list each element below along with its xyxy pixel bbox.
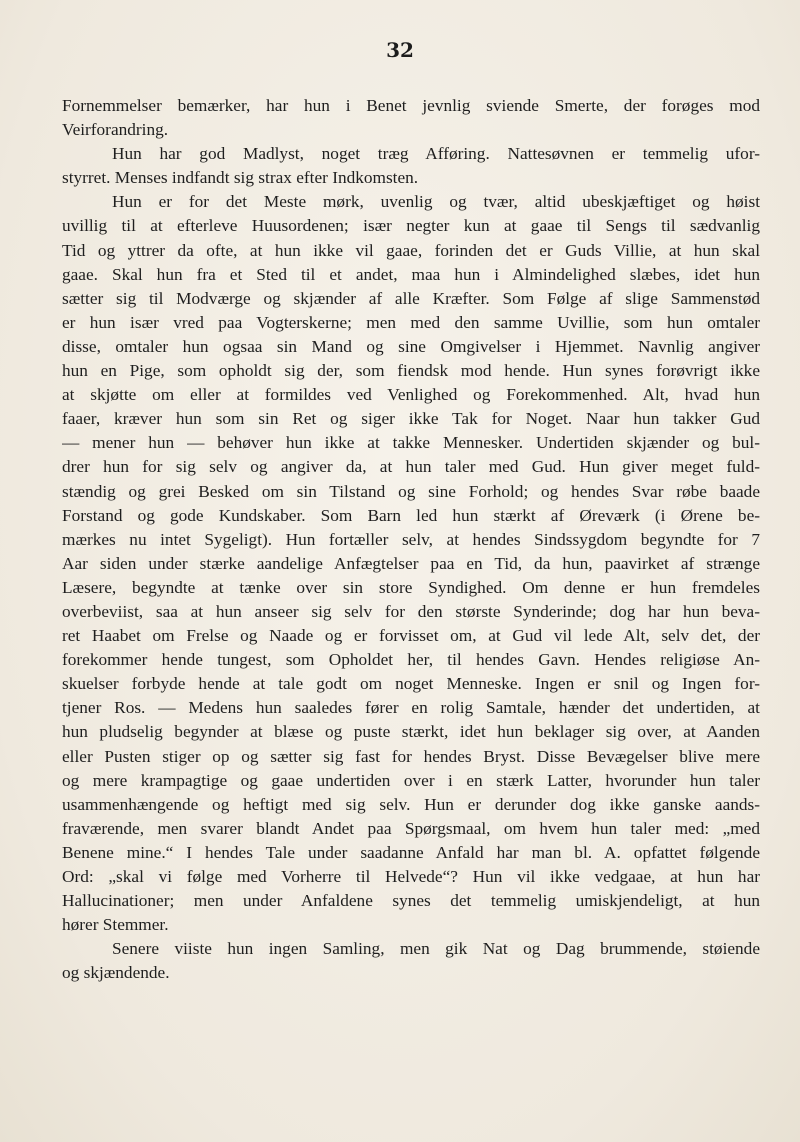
- text-line: eller Pusten stiger op og sætter sig fast for hendes Bryst. Disse Bevægelser blive mere: [62, 746, 760, 766]
- text-line: Hun er for det Meste mørk, uvenlig og tvær, altid ubeskjæftiget og høist: [112, 192, 760, 212]
- text-line: og mere krampagtige og gaae undertiden over i en stærk Latter, hvorunder hun taler: [62, 770, 760, 790]
- text-line: Veirforandring.: [62, 120, 169, 140]
- text-line: Hun har god Madlyst, noget træg Afføring. Nattesøvnen er temmelig ufor-: [112, 144, 760, 164]
- paragraph: [62, 94, 760, 142]
- text-line: disse, omtaler hun ogsaa sin Mand og sine Omgivelser i Hjemmet. Navnlig angiver: [62, 336, 760, 356]
- text-line: overbeviist, saa at hun anseer sig selv for den største Synderinde; dog har hun beva-: [62, 601, 760, 621]
- text-line: — mener hun — behøver hun ikke at takke Mennesker. Undertiden skjænder og bul-: [62, 433, 760, 453]
- text-line: tjener Ros. — Medens hun saaledes fører en rolig Samtale, hænder det undertiden, at: [62, 698, 760, 718]
- text-line: forekommer hende tungest, som Opholdet her, til hendes Gavn. Hendes religiøse An-: [62, 650, 760, 670]
- text-line: Aar siden under stærke aandelige Anfægtelser paa en Tid, da hun, paavirket af strænge: [62, 553, 760, 573]
- text-line: hun pludselig begynder at blæse og puste stærkt, idet hun beklager sig over, at Aanden: [62, 722, 760, 742]
- text-line: drer hun for sig selv og angiver da, at hun taler med Gud. Hun giver meget fuld-: [62, 457, 760, 477]
- text-line: Senere viiste hun ingen Samling, men gik Nat og Dag brummende, støiende: [112, 939, 760, 959]
- text-line: usammenhængende og heftigt med sig selv. Hun er derunder dog ikke ganske aands-: [62, 794, 760, 814]
- text-line: hører Stemmer.: [62, 915, 169, 935]
- paragraph: [62, 937, 760, 985]
- text-line: hun en Pige, som opholdt sig der, som fiendsk mod hende. Hun synes forøvrigt ikke: [62, 361, 760, 381]
- text-line: er hun især vred paa Vogterskerne; men med den samme Uvillie, som hun omtaler: [62, 312, 760, 332]
- text-line: uvillig til at efterleve Huusordenen; især negter kun at gaae til Sengs til sædvanlig: [62, 216, 760, 236]
- text-line: styrret. Menses indfandt sig strax efter Indkomsten.: [62, 168, 419, 188]
- text-line: sætter sig til Modværge og skjænder af alle Kræfter. Som Følge af slige Sammenstød: [62, 288, 760, 308]
- paragraph: [62, 142, 760, 190]
- text-line: Fornemmelser bemærker, har hun i Benet jevnlig sviende Smerte, der forøges mod: [62, 96, 760, 115]
- text-line: Hallucinationer; men under Anfaldene synes det temmelig umiskjendeligt, at hun: [62, 891, 760, 911]
- text-line: Tid og yttrer da ofte, at hun ikke vil gaae, forinden det er Guds Villie, at hun skal: [62, 240, 760, 260]
- text-line: skuelser forbyde hende at tale godt om noget Menneske. Ingen er snil og Ingen for-: [62, 674, 760, 694]
- text-line: Forstand og gode Kundskaber. Som Barn led hun stærkt af Øreværk (i Ørene be-: [62, 505, 760, 525]
- text-line: og skjændende.: [62, 963, 170, 983]
- text-line: faaer, kræver hun som sin Ret og siger ikke Tak for Noget. Naar hun takker Gud: [62, 409, 760, 429]
- text-line: ret Haabet om Frelse og Naade og er forvisset om, at Gud vil lede Alt, selv det, der: [62, 626, 760, 646]
- text-line: at skjøtte om eller at formildes ved Venlighed og Forekommenhed. Alt, hvad hun: [62, 385, 760, 405]
- text-line: Ord: „skal vi følge med Vorherre til Helvede“? Hun vil ikke vedgaae, at hun har: [62, 867, 760, 886]
- text-line: Læsere, begyndte at tænke over sin store Syndighed. Om denne er hun fremdeles: [62, 577, 760, 597]
- body-text: [62, 94, 760, 985]
- text-line: mærkes nu intet Sygeligt). Hun fortæller selv, at hendes Sindssygdom begyndte for 7: [62, 529, 760, 549]
- text-line: fraværende, men svarer blandt Andet paa Spørgsmaal, om hvem hun taler med: „med: [62, 818, 760, 838]
- paragraph: [62, 190, 760, 937]
- page-number: 32: [386, 38, 414, 62]
- text-line: Benene mine.“ I hendes Tale under saadanne Anfald har man bl. A. opfattet følgende: [62, 842, 760, 862]
- text-line: gaae. Skal hun fra et Sted til et andet, maa hun i Almindelighed slæbes, idet hun: [62, 264, 760, 284]
- text-line: stændig og grei Besked om sin Tilstand og sine Forhold; og hendes Svar røbe baade: [62, 481, 760, 501]
